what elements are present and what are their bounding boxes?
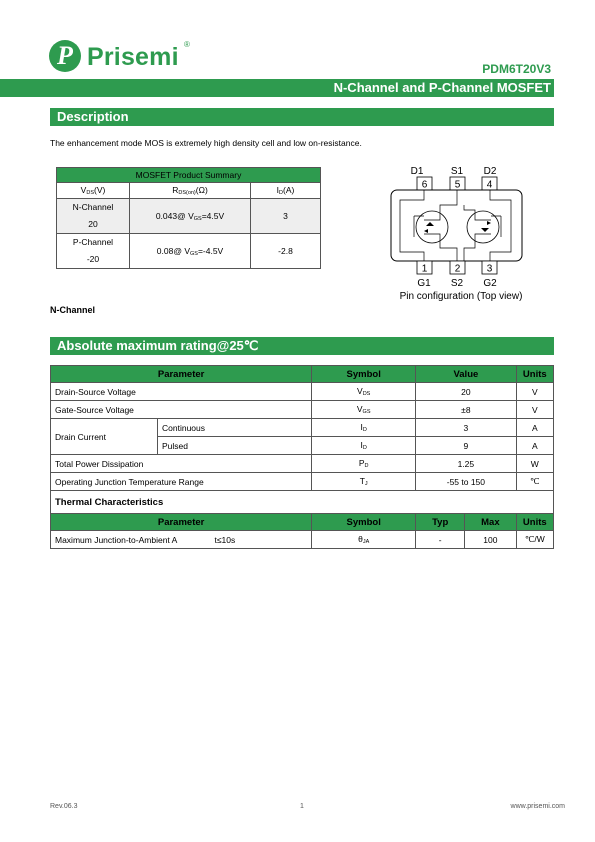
logo-letter: P xyxy=(57,41,73,70)
summary-row xyxy=(57,199,321,234)
registered-mark: ® xyxy=(184,40,190,49)
pin-label-s1: S1 xyxy=(450,166,464,177)
pin-number-4: 4 xyxy=(486,179,493,191)
thermal-title-row xyxy=(51,491,554,514)
summary-col-vds: $V_{DS}(V)$ xyxy=(57,183,130,199)
summary-rdson: 0.043@ $V_{GS}=4.5V$ xyxy=(130,199,251,234)
pin-label-d1: D1 xyxy=(410,166,424,177)
pin-number-5: 5 xyxy=(454,179,461,191)
col-symbol: Symbol xyxy=(312,366,416,383)
abs-max-table xyxy=(50,365,554,549)
unit-cell: V xyxy=(516,383,553,401)
pin-label-g2: G2 xyxy=(483,278,497,289)
pin-configuration-diagram xyxy=(380,160,550,306)
value-cell: -55 to 150 xyxy=(416,473,516,491)
param-cell: Drain-Source Voltage xyxy=(51,383,312,401)
thermal-header-row xyxy=(51,514,554,531)
thermal-symbol-cell: $\theta_{JA}$ xyxy=(312,531,416,549)
pin-caption: Pin configuration (Top view) xyxy=(399,291,523,302)
symbol-cell: $I_D$ xyxy=(312,437,416,455)
table-header-row xyxy=(51,366,554,383)
table-row xyxy=(51,401,554,419)
title-bar xyxy=(0,79,554,97)
summary-rdson: 0.08@ $V_{GS}=-4.5V$ xyxy=(130,234,251,269)
thermal-col-typ: Typ xyxy=(416,514,465,531)
table-row xyxy=(51,473,554,491)
brand-name: Prisemi xyxy=(87,43,179,71)
unit-cell: ℃ xyxy=(516,473,553,491)
n-channel-label: N-Channel xyxy=(50,305,95,315)
pin-label-s2: S2 xyxy=(450,278,464,289)
col-units: Units xyxy=(516,366,553,383)
pin-label-d2: D2 xyxy=(483,166,497,177)
thermal-col-units: Units xyxy=(516,514,553,531)
condition-cell: Continuous xyxy=(158,419,312,437)
pin-label-g1: G1 xyxy=(417,278,431,289)
param-cell: Drain Current xyxy=(51,419,158,455)
symbol-cell: $T_J$ xyxy=(312,473,416,491)
summary-row xyxy=(57,234,321,269)
mosfet-summary-table xyxy=(56,167,321,269)
thermal-condition: t≤10s xyxy=(214,534,236,545)
table-row xyxy=(51,419,554,437)
value-cell: ±8 xyxy=(416,401,516,419)
summary-channel: P-Channel -20 xyxy=(57,234,130,269)
description-text: The enhancement mode MOS is extremely high density cell and low on-resistance. xyxy=(50,138,362,148)
abs-max-heading: Absolute maximum rating@25℃ xyxy=(50,337,554,355)
value-cell: 20 xyxy=(416,383,516,401)
value-cell: 9 xyxy=(416,437,516,455)
pin-number-3: 3 xyxy=(486,263,493,275)
footer-page-number: 1 xyxy=(300,803,304,810)
unit-cell: A xyxy=(516,437,553,455)
thermal-typ-cell: - xyxy=(416,531,465,549)
summary-id: -2.8 xyxy=(251,234,321,269)
symbol-cell: $V_{GS}$ xyxy=(312,401,416,419)
pin-number-6: 6 xyxy=(421,179,428,191)
symbol-cell: $I_D$ xyxy=(312,419,416,437)
col-value: Value xyxy=(416,366,516,383)
package-body xyxy=(391,190,522,261)
table-row xyxy=(51,455,554,473)
summary-id: 3 xyxy=(251,199,321,234)
footer-revision: Rev.06.3 xyxy=(50,803,78,810)
summary-col-rdson: $R_{DS(on)}(\Omega)$ xyxy=(130,183,251,199)
unit-cell: W xyxy=(516,455,553,473)
symbol-cell: $P_D$ xyxy=(312,455,416,473)
value-cell: 3 xyxy=(416,419,516,437)
table-row xyxy=(51,383,554,401)
unit-cell: A xyxy=(516,419,553,437)
footer-website-link[interactable]: www.prisemi.com xyxy=(510,803,565,810)
part-number: PDM6T20V3 xyxy=(482,62,551,76)
value-cell: 1.25 xyxy=(416,455,516,473)
pin-number-1: 1 xyxy=(421,263,428,275)
table-row xyxy=(51,531,554,549)
param-cell: Gate-Source Voltage xyxy=(51,401,312,419)
symbol-cell: $V_{DS}$ xyxy=(312,383,416,401)
condition-cell: Pulsed xyxy=(158,437,312,455)
prisemi-logo xyxy=(49,40,81,72)
pin-number-2: 2 xyxy=(454,263,461,275)
param-cell: Operating Junction Temperature Range xyxy=(51,473,312,491)
product-subtitle: N-Channel and P-Channel MOSFET xyxy=(333,80,551,95)
thermal-col-parameter: Parameter xyxy=(51,514,312,531)
thermal-col-max: Max xyxy=(465,514,516,531)
thermal-col-symbol: Symbol xyxy=(312,514,416,531)
summary-col-id: $I_D(A)$ xyxy=(251,183,321,199)
thermal-title: Thermal Characteristics xyxy=(51,491,554,514)
summary-title: MOSFET Product Summary xyxy=(57,168,321,183)
thermal-unit-cell: ℃/W xyxy=(516,531,553,549)
thermal-param-cell: Maximum Junction-to-Ambient A t≤10s xyxy=(51,531,312,549)
description-heading: Description xyxy=(50,108,554,126)
summary-channel: N-Channel 20 xyxy=(57,199,130,234)
col-parameter: Parameter xyxy=(51,366,312,383)
param-cell: Total Power Dissipation xyxy=(51,455,312,473)
unit-cell: V xyxy=(516,401,553,419)
thermal-max-cell: 100 xyxy=(465,531,516,549)
